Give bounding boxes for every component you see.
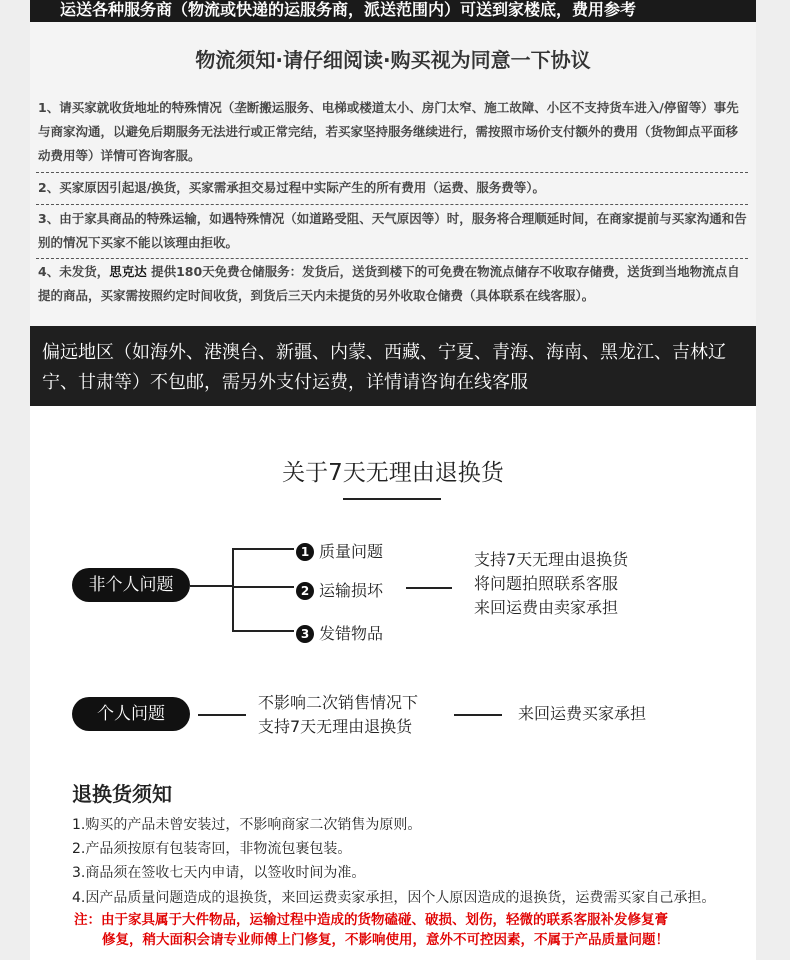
bracket-line	[232, 548, 234, 631]
reason-label: 发错物品	[319, 624, 384, 643]
notice-item: 3.商品须在签收七天内申请，以签收时间为准。	[72, 865, 366, 881]
returns-policy	[30, 406, 756, 960]
note-line: 注：由于家具属于大件物品，运输过程中造成的货物磕碰、破损、划伤，轻微的联系客服补发修复膏	[74, 912, 668, 928]
connector-line	[454, 714, 502, 716]
notice-item: 2.产品须按原有包装寄回，非物流包裹包装。	[72, 841, 352, 857]
title-underline	[343, 498, 441, 500]
reason-label: 运输损坏	[319, 581, 384, 600]
notice-item: 4.因产品质量问题造成的退换货，来回运费卖家承担，因个人原因造成的退换货，运费需买家自己承担。	[72, 890, 716, 906]
personal-issue-badge: 个人问题	[72, 697, 190, 731]
top-banner: 运送各种服务商（物流或快递的运服务商，派送范围内）可送到家楼底，费用参考	[30, 0, 756, 22]
divider	[36, 204, 748, 205]
personal-condition	[258, 691, 418, 739]
number-badge: 1	[296, 543, 314, 561]
logistics-item-2: 2、买家原因引起退/换货，买家需承担交易过程中实际产生的所有费用（运费、服务费等）。	[38, 180, 546, 195]
logistics-item-3: 3、由于家具商品的特殊运输，如遇特殊情况（如道路受阻、天气原因等）时，服务将合理顺延时间，在商家提前与买家沟通和告别的情况下买家不能以该理由拒收。	[38, 211, 747, 250]
reason-label: 质量问题	[319, 542, 384, 561]
branch-line	[232, 586, 294, 588]
logistics-item-1: 1、请买家就收货地址的特殊情况（垄断搬运服务、电梯或楼道太小、房门太窄、施工故障、小区不支持货车进入/停留等）事先与商家沟通，以避免后期服务无法进行或正常完结，若买家坚持服务继续进行，需按照市场价支付额外的费用（货物卸点平面移动费用等）详情可咨询客服。	[38, 100, 739, 163]
connector-line	[190, 585, 232, 587]
condition-line: 不影响二次销售情况下	[258, 693, 419, 712]
reason-wrong-item	[296, 621, 383, 644]
branch-line	[232, 548, 294, 550]
reason-quality	[296, 539, 383, 562]
result-line: 来回运费由卖家承担	[474, 598, 619, 617]
non-personal-result	[474, 548, 628, 620]
divider	[36, 172, 748, 173]
notice-item: 1.购买的产品未曾安装过，不影响商家二次销售为原则。	[72, 817, 422, 833]
connector-line	[406, 587, 452, 589]
logistics-item-4-prefix: 4、未发货，	[38, 264, 110, 279]
note-line: 修复，稍大面积会请专业师傅上门修复，不影响使用，意外不可控因素，不属于产品质量问题！	[102, 932, 669, 948]
remote-area-text: 偏远地区（如海外、港澳台、新疆、内蒙、西藏、宁夏、青海、海南、黑龙江、吉林辽宁、甘肃等）不包邮，需另外支付运费，详情请咨询在线客服	[42, 342, 726, 393]
red-warning-note	[74, 910, 754, 950]
returns-title: 关于7天无理由退换货	[282, 460, 504, 486]
number-badge: 3	[296, 625, 314, 643]
non-personal-issue-badge: 非个人问题	[72, 568, 190, 602]
logistics-item-4	[38, 260, 750, 308]
branch-line	[232, 630, 294, 632]
logistics-title: 物流须知·请仔细阅读·购买视为同意一下协议	[195, 48, 591, 72]
result-line: 支持7天无理由退换货	[474, 550, 629, 569]
result-line: 将问题拍照联系客服	[474, 574, 619, 593]
logistics-item-4-text: 提供180天免费仓储服务：发货后，送货到楼下的可免费在物流点储存不收取存储费，送货到当地物流点自提的商品，买家需按照约定时间收货，到货后三天内未提货的另外收取仓储费（具体联系在线客服）。	[38, 264, 740, 303]
brand-name: 思克达	[109, 264, 147, 279]
condition-line: 支持7天无理由退换货	[258, 717, 413, 736]
logistics-notice	[30, 22, 756, 326]
number-badge: 2	[296, 582, 314, 600]
reason-shipping-damage	[296, 578, 383, 601]
connector-line	[198, 714, 246, 716]
divider	[36, 258, 748, 259]
personal-result: 来回运费买家承担	[518, 704, 647, 723]
remote-area-notice	[30, 326, 756, 406]
returns-notice-title: 退换货须知	[72, 782, 172, 806]
